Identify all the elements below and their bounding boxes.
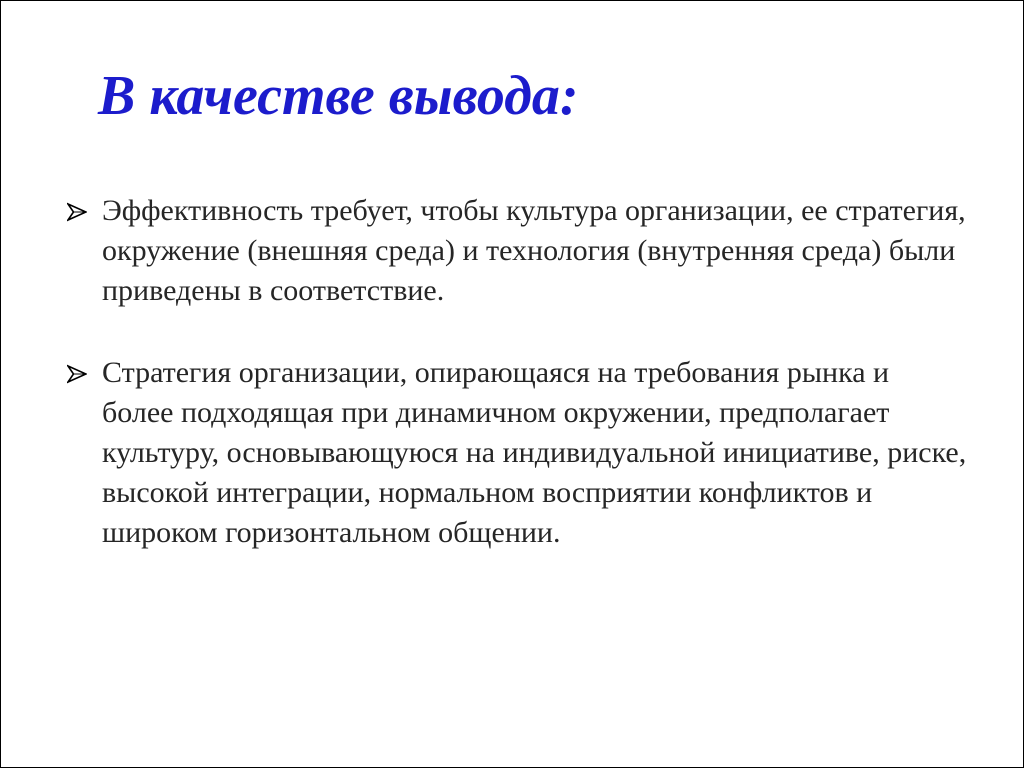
bullet-item xyxy=(67,353,967,553)
bullet-item xyxy=(67,191,967,311)
bullet-text: Эффективность требует, чтобы культура организации, ее стратегия, окружение (внешняя среда) и технология (внутренняя среда) были приведены в соответствие. xyxy=(102,194,966,307)
arrowhead-bullet-icon xyxy=(67,191,91,231)
arrowhead-bullet-icon xyxy=(67,353,91,393)
slide-title: В качестве вывода: xyxy=(98,65,579,127)
bullet-list xyxy=(67,191,967,553)
bullet-text: Стратегия организации, опирающаяся на требования рынка и более подходящая при динамичном окружении, предполагает культуру, основывающуюся на индивидуальной инициативе, риске, высокой интеграции, нормальном восприятии конфликтов и широком горизонтальном общении. xyxy=(102,356,967,549)
